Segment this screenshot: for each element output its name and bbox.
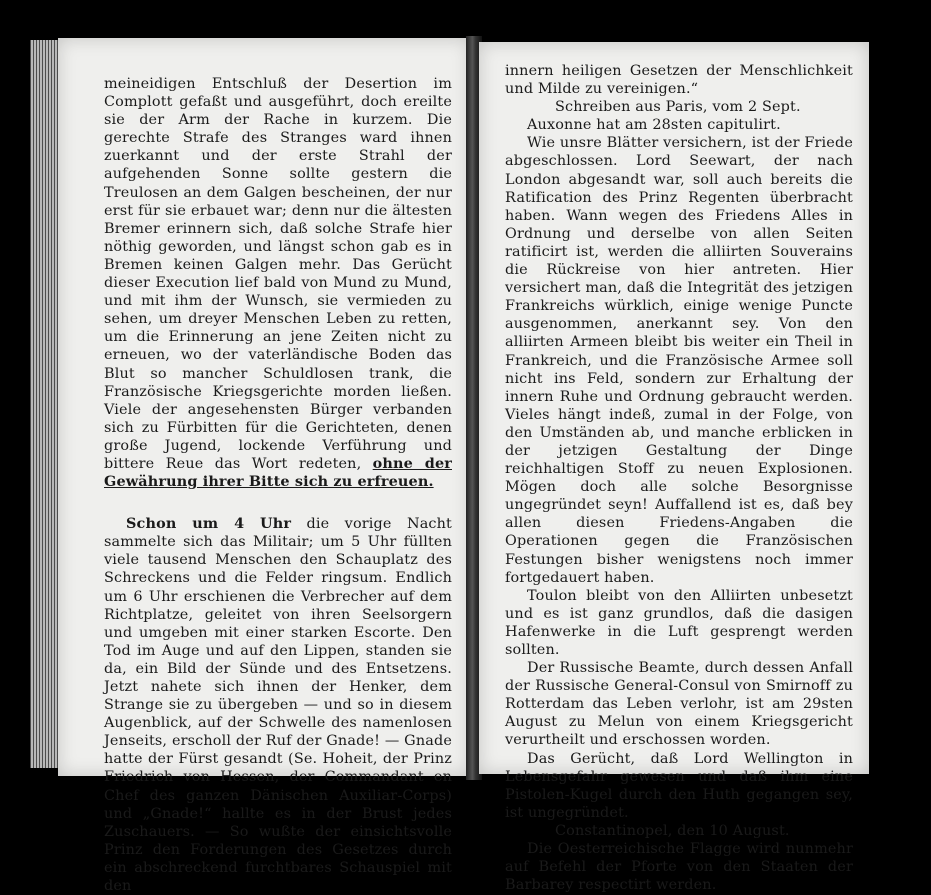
right-paragraph-2: Wie unsre Blätter versichern, ist der Friede abgeschlossen. Lord Seewart, der nach London abgesandt war, soll auch bereits die Ratification des Prinz Regenten überbracht haben. Wann wegen des Friedens Alles in Ordnung und derselbe von allen Seiten ratificirt ist, werden die alliirten Souverains die Rückreise von hier antreten. Hier versichert man, daß die Integrität des jetzigen Frankreichs würklich, einige wenige Puncte ausgenommen, anerkannt sey. Von den alliirten Armeen bleibt bis weiter ein Theil in Frankreich, und die Französische Armee soll nicht ins Feld, sondern zur Erhaltung der innern Ruhe und Ordnung gebraucht werden. Vieles hängt indeß, zumal in der Folge, von den Umständen ab, und manche erblicken in der jetzigen Gestaltung der Dinge reichhaltigen Stoff zu neuen Explosionen. Mögen doch alle solche Besorgnisse ungegründet seyn! Auffallend ist es, daß bey allen diesen Friedens-Angaben die Operationen gegen die Französischen Festungen bisher wenigstens noch immer fortgedauert haben.	[505, 135, 853, 586]
left-page	[58, 38, 470, 895]
left-paragraph-2: die vorige Nacht sammelte sich das Militair; um 5 Uhr füllten viele tausend Menschen den Schauplatz des Schreckens und die Felder ringsum. Endlich um 6 Uhr erschienen die Verbrecher auf dem Richtplatze, geleitet von ihren Seelsorgern und umgeben mit einer starken Escorte. Den Tod im Auge und auf den Lippen, standen sie da, ein Bild der Sünde und des Entsetzens. Jetzt nahete sich ihnen der Henker, dem Strange sie zu übergeben — und so in diesem Augenblick, auf der Schwelle des namenlosen Jenseits, erscholl der Ruf der Gnade! — Gnade hatte der Fürst gesandt (Se. Hoheit, der Prinz Friedrich von Hessen, der Commandant en Chef des ganzen Dänischen Auxiliar-Corps) und „Gnade!“ hallte es in der Brust jedes Zuschauers. — So wußte der einsichtsvolle Prinz den Forderungen des Gesetzes durch ein abschreckend furchtbares Schauspiel mit den	[104, 516, 452, 895]
right-paragraph-3: Toulon bleibt von den Alliirten unbesetzt und es ist ganz grundlos, daß die dasigen Hafenwerke in die Luft gesprengt werden sollten.	[505, 587, 853, 658]
paragraph-gap	[104, 491, 452, 515]
left-page-column	[104, 75, 452, 895]
right-paragraph-6: Die Oesterreichische Flagge wird nunmehr auf Befehl der Pforte von den Staaten der Barbarey respectirt werden.	[505, 841, 853, 894]
right-paragraph-5: Das Gerücht, daß Lord Wellington in Lebensgefahr gewesen und daß ihm eine Pistolen-Kugel durch den Huth gegangen sey, ist ungegründet.	[505, 750, 853, 821]
dateline-auxonne: Auxonne hat am 28sten capitulirt.	[527, 117, 781, 134]
dateline-paris: Schreiben aus Paris, vom 2 Sept.	[555, 99, 801, 116]
page-edge-stack	[30, 40, 60, 768]
right-page-column	[505, 62, 853, 894]
right-paragraph-4: Der Russische Beamte, durch dessen Anfall der Russische General-Consul von Smirnoff zu Rotterdam das Leben verlohr, ist am 29sten August zu Melun von einem Kriegsgericht verurtheilt und erschossen worden.	[505, 660, 853, 749]
left-paragraph-1: meineidigen Entschluß der Desertion im Complott gefaßt und ausgeführt, doch ereilte sie der Arm der Rache in kurzem. Die gerechte Strafe des Stranges ward ihnen zuerkannt und der erste Strahl der aufgehenden Sonne sollte gestern die Treulosen an dem Galgen bescheinen, der nur erst für sie erbauet war; denn nur die ältesten Bremer erinnern sich, daß solche Strafe hier nöthig geworden, und längst schon gab es in Bremen keinen Galgen mehr. Das Gerücht dieser Execution lief bald von Mund zu Mund, und mit ihm der Wunsch, sie vermieden zu sehen, um dreyer Menschen Leben zu retten, um die Erinnerung an jene Zeiten nicht zu erneuen, wo der vaterländische Boden das Blut so mancher Schuldlosen trank, die Französische Kriegsgerichte morden ließen. Viele der angesehensten Bürger verbanden sich zu Fürbitten für die Gerichteten, denen große Jugend, lockende Verführung und bittere Reue das Wort redeten,	[104, 76, 452, 472]
right-page	[479, 42, 869, 894]
left-paragraph-2-lead: Schon um 4 Uhr	[126, 515, 292, 533]
dateline-constantinopel: Constantinopel, den 10 August.	[555, 822, 790, 839]
right-paragraph-1: innern heiligen Gesetzen der Menschlichkeit und Milde zu vereinigen.“	[505, 63, 853, 98]
left-paragraph-1-end: ohne der Gewährung ihrer Bitte sich zu erfreuen.	[104, 454, 452, 491]
